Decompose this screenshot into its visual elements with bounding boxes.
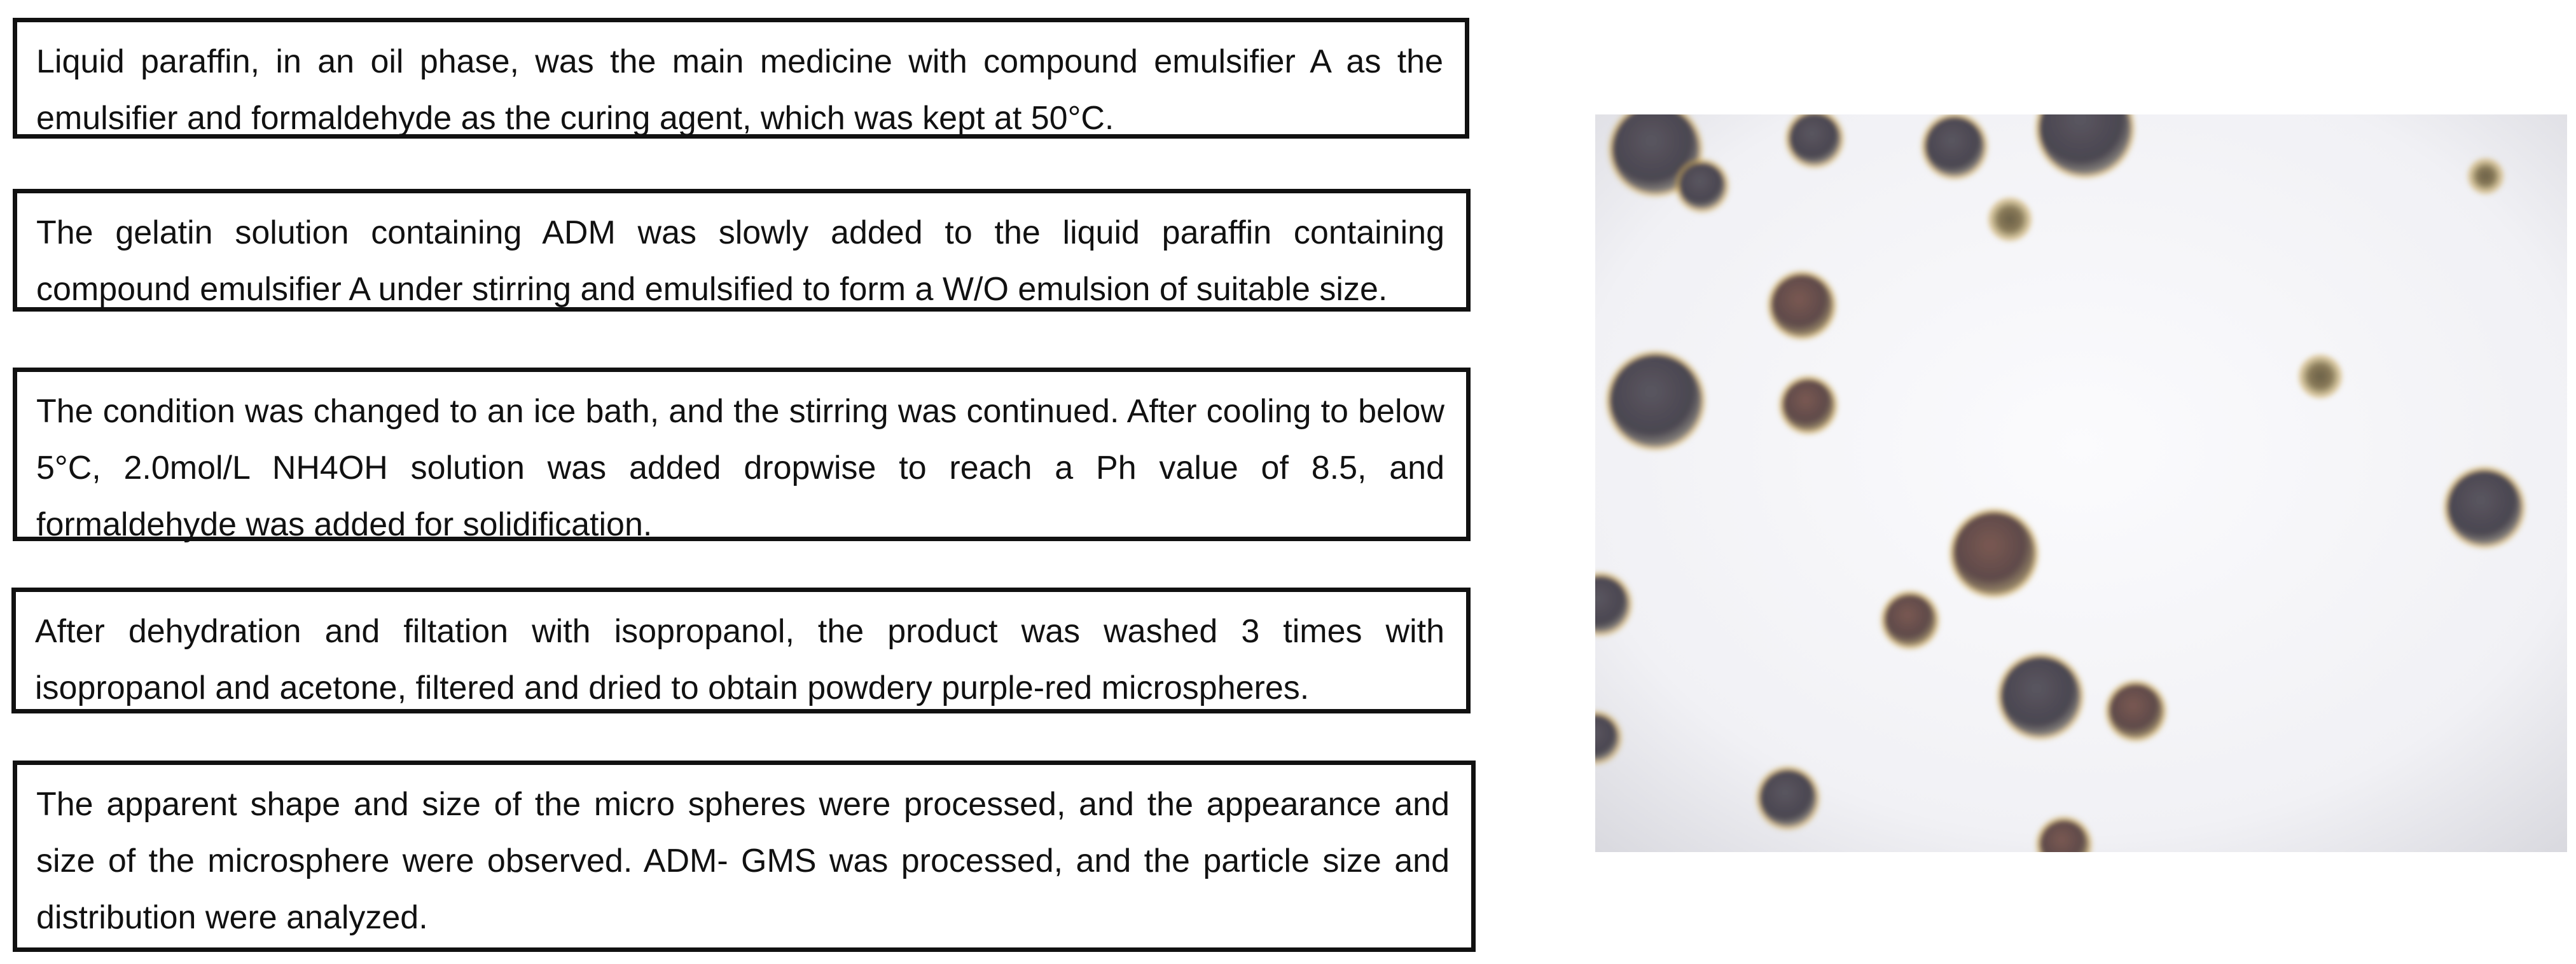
step-text-4: After dehydration and filtation with isopropanol, the product was washed 3 times with isopropanol and acetone, filtered and dried to obtain powdery purple-red microspheres. — [35, 613, 1444, 706]
microsphere-particle — [1885, 595, 1935, 645]
microsphere-particle — [1760, 770, 1816, 826]
microsphere-particle — [1789, 114, 1840, 164]
microsphere-particle — [1610, 355, 1701, 446]
step-text-2: The gelatin solution containing ADM was slowly added to the liquid paraffin containing compound emulsifier A under stirring and emulsified to form a W/O emulsion of suitable size. — [36, 214, 1444, 308]
microsphere-particle — [2472, 162, 2500, 190]
step-box-5 — [13, 761, 1476, 952]
microsphere-particle — [1771, 275, 1832, 336]
step-box-3 — [13, 368, 1471, 541]
micrograph-image — [1595, 114, 2567, 852]
microsphere-particle — [1953, 513, 2035, 594]
microsphere-particle — [1925, 117, 1984, 176]
microsphere-particle — [2448, 471, 2521, 544]
step-box-4 — [11, 588, 1471, 713]
step-text-1: Liquid paraffin, in an oil phase, was the main medicine with compound emulsifier A as the emulsifier and formaldehyde as the curing agent, which was kept at 50°C. — [36, 43, 1443, 137]
microsphere-particle — [1679, 163, 1725, 209]
microsphere-particle — [1992, 202, 2028, 237]
step-box-1 — [13, 18, 1469, 139]
step-text-5: The apparent shape and size of the micro spheres were processed, and the appearance and size of the microsphere were observed. ADM- GMS was processed, and the particle size and distribution were analyzed. — [36, 786, 1450, 936]
step-text-3: The condition was changed to an ice bath, and the stirring was continued. After cooling to below 5°C, 2.0mol/L NH4OH solution was added dropwise to reach a Ph value of 8.5, and formaldehyde was added for solidification. — [36, 393, 1444, 543]
microsphere-particle — [2109, 684, 2163, 738]
micrograph-background — [1595, 114, 2567, 852]
microsphere-particle — [1783, 380, 1834, 430]
microsphere-micrograph — [1595, 114, 2567, 852]
microsphere-particle — [2001, 657, 2080, 736]
step-box-2 — [13, 189, 1471, 312]
microsphere-particle — [2302, 359, 2338, 394]
